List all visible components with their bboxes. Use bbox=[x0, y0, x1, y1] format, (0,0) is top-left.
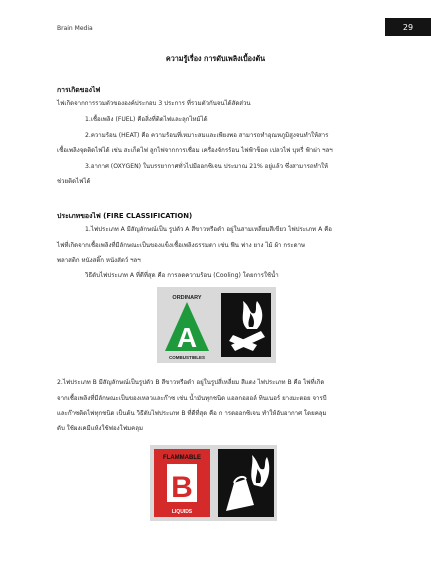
paragraph-line: 1.ไฟประเภท A มีสัญลักษณ์เป็น รูปตัว A สีขาวหรือดำ อยู่ในสามเหลี่ยมสีเขียว ไฟประเภท A คือ bbox=[85, 226, 332, 233]
section-heading-fire-classification: ประเภทของไฟ (FIRE CLASSIFICATION) bbox=[57, 212, 193, 220]
class-b-sign bbox=[150, 445, 277, 521]
paragraph-line: 2.ไฟประเภท B มีสัญลักษณ์เป็นรูปตัว B สีขาวหรือดำ อยู่ในรูปสี่เหลี่ยม สีแดง ไฟประเภท B คือ ไฟที่เกิด bbox=[57, 379, 325, 386]
paragraph-line: 1.เชื้อเพลิง (FUEL) คือสิ่งที่ติดไฟและลุกไหม้ได้ bbox=[85, 116, 208, 123]
class-b-letter: B bbox=[171, 471, 193, 504]
paragraph-line: 3.อากาศ (OXYGEN) ในบรรยากาศทั่วไปมีออกซิเจน ประมาณ 21% อยู่แล้ว ซึ่งสามารถทำให้ bbox=[85, 163, 329, 170]
page-number-box bbox=[385, 18, 431, 36]
paragraph-line: ไฟเกิดจากการรวมตัวขององค์ประกอบ 3 ประการ ที่รวมตัวกันจนได้สัดส่วน bbox=[57, 100, 251, 107]
brand-label: Brain Media bbox=[57, 25, 93, 32]
class-a-letter: A bbox=[176, 322, 198, 353]
page-number: 29 bbox=[402, 22, 414, 32]
paragraph-line: จากเชื้อเพลิงที่มีลักษณะเป็นของเหลวและก๊าซ เช่น น้ำมันทุกชนิด แอลกอฮอล์ ทินเนอร์ ยางมะตอย จารบี bbox=[57, 395, 327, 402]
class-b-bottom-text: LIQUIDS bbox=[171, 509, 193, 515]
page-title: ความรู้เรื่อง การดับเพลิงเบื้องต้น bbox=[165, 54, 266, 63]
section-heading-fire-origin: การเกิดของไฟ bbox=[57, 86, 101, 94]
paragraph-line: วิธีดับไฟประเภท A ที่ดีที่สุด คือ การลดความร้อน (Cooling) โดยการใช้น้ำ bbox=[85, 272, 279, 279]
paragraph-line: ไฟที่เกิดจากเชื้อเพลิงที่มีลักษณะเป็นของแข็งเชื้อเพลิงธรรมดา เช่น ฟืน ฟาง ยาง ไม้ ผ้า กระดาษ bbox=[57, 242, 306, 249]
paragraph-line: และก๊าซติดไฟทุกชนิด เป็นต้น วิธีดับไฟประเภท B ที่ดีที่สุด คือ ก ารดออกซิเจน ทำให้อับอากาศ โดยคลุม bbox=[57, 410, 327, 417]
paragraph-line: 2.ความร้อน (HEAT) คือ ความร้อนที่เหมาะสมและเพียงพอ สามารถทำอุณหภูมิสูงจนทำให้สาร bbox=[85, 132, 329, 139]
class-a-sign bbox=[157, 287, 276, 363]
class-b-top-text: FLAMMABLE bbox=[163, 455, 201, 461]
burning-wood-icon bbox=[221, 293, 271, 357]
burning-liquid-can-icon bbox=[218, 449, 274, 517]
paragraph-line: เชื้อเพลิงจุดติดไฟได้ เช่น สะเก็ดไฟ ลูกไฟจากการเชื่อม เครื่องจักรร้อน ไฟฟ้าช็อต เปลวไฟ บุหรี่ ฟ้าผ่า ฯลฯ bbox=[57, 147, 333, 154]
paragraph-line: พลาสติก หนังสติ๊ก หนังสัตว์ ฯลฯ bbox=[57, 257, 141, 264]
class-a-top-text: ORDINARY bbox=[172, 295, 202, 301]
class-a-bottom-text: COMBUSTIBLES bbox=[169, 355, 205, 360]
paragraph-line: ช่วยติดไฟได้ bbox=[57, 178, 91, 185]
paragraph-line: ดับ ใช้ผงเคมีแห้งใช้ฟองโฟมคลุม bbox=[57, 425, 144, 432]
